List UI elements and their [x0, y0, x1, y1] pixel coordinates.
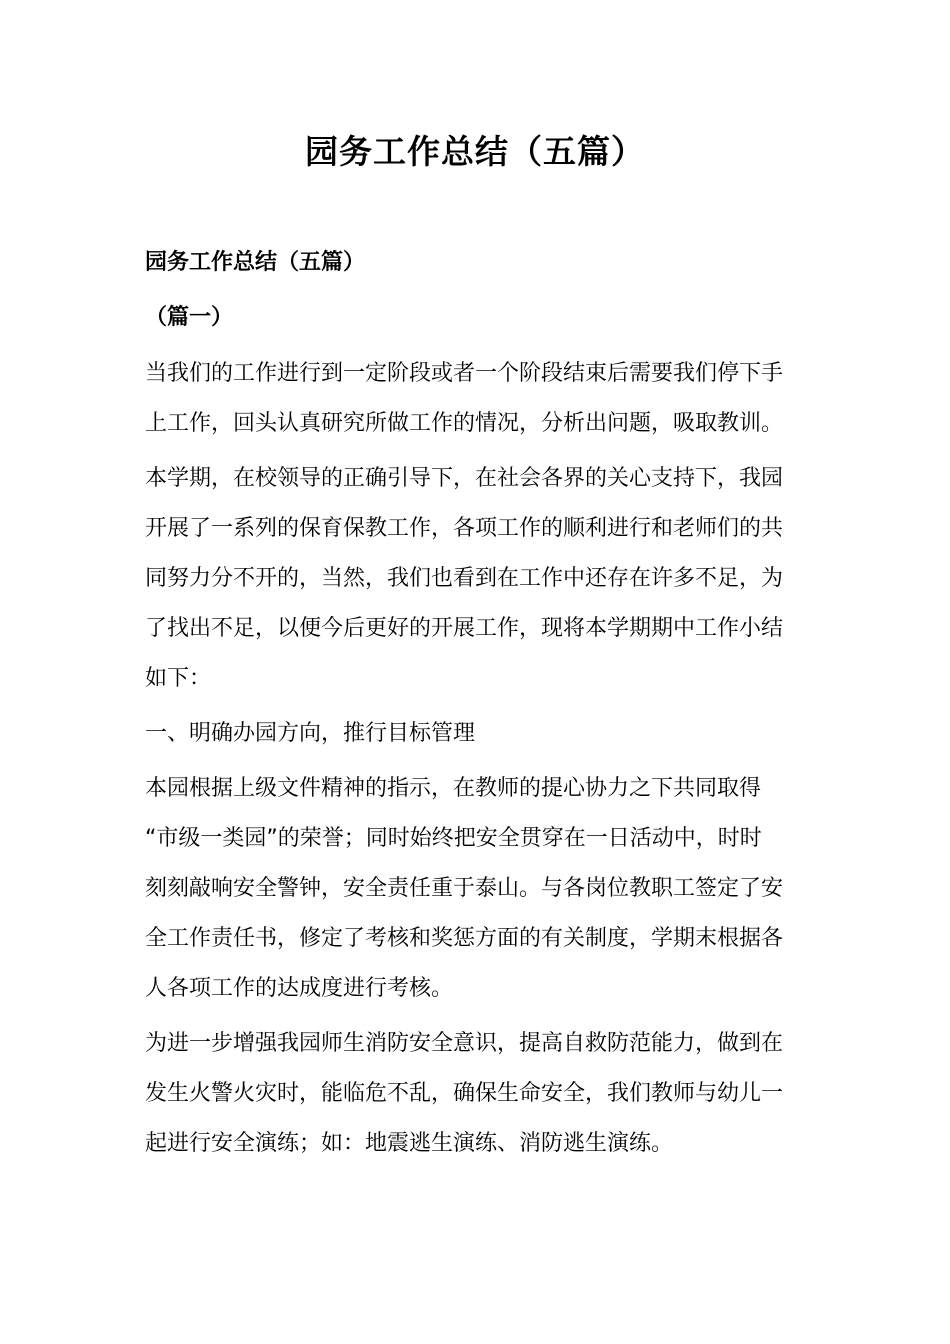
paragraph-section-heading: [145, 709, 805, 759]
paragraph-line: 全工作责任书，修定了考核和奖惩方面的有关制度，学期末根据各: [145, 926, 784, 951]
paragraph-line: 当我们的工作进行到一定阶段或者一个阶段结束后需要我们停下手: [145, 361, 784, 386]
document-subtitle: 园务工作总结（五篇）: [145, 250, 366, 275]
paragraph-line: 人各项工作的达成度进行考核。: [145, 976, 454, 1001]
paragraph-intro: [145, 349, 805, 449]
paragraph-line: 一、明确办园方向，推行目标管理: [145, 721, 476, 746]
paragraph-line: 为进一步增强我园师生消防安全意识，提高自救防范能力，做到在: [145, 1031, 784, 1056]
paragraph-line: 如下：: [145, 666, 212, 691]
paragraph-line: 刻刻敲响安全警钟，安全责任重于泰山。与各岗位教职工签定了安: [145, 876, 784, 901]
paragraph-line: 起进行安全演练；如：地震逃生演练、消防逃生演练。: [145, 1131, 674, 1156]
paragraph-safety: [145, 1019, 805, 1169]
paragraph-line: 本学期，在校领导的正确引导下，在社会各界的关心支持下，我园: [145, 466, 784, 491]
paragraph-line: 上工作，回头认真研究所做工作的情况，分析出问题，吸取教训。: [145, 411, 784, 436]
document-title: 园务工作总结（五篇）: [305, 132, 645, 171]
paragraph-line: 开展了一系列的保育保教工作，各项工作的顺利进行和老师们的共: [145, 516, 784, 541]
section-label: （篇一）: [145, 305, 234, 330]
paragraph-line: 同努力分不开的，当然，我们也看到在工作中还存在许多不足，为: [145, 566, 784, 591]
paragraph-management: [145, 764, 805, 1014]
paragraph-semester: [145, 454, 805, 704]
paragraph-line: 发生火警火灾时，能临危不乱，确保生命安全，我们教师与幼儿一: [145, 1081, 784, 1106]
paragraph-line: “市级一类园”的荣誉；同时始终把安全贯穿在一日活动中，时时: [145, 826, 762, 851]
paragraph-line: 了找出不足，以便今后更好的开展工作，现将本学期期中工作小结: [145, 616, 784, 641]
paragraph-line: 本园根据上级文件精神的指示，在教师的提心协力之下共同取得: [145, 776, 762, 801]
